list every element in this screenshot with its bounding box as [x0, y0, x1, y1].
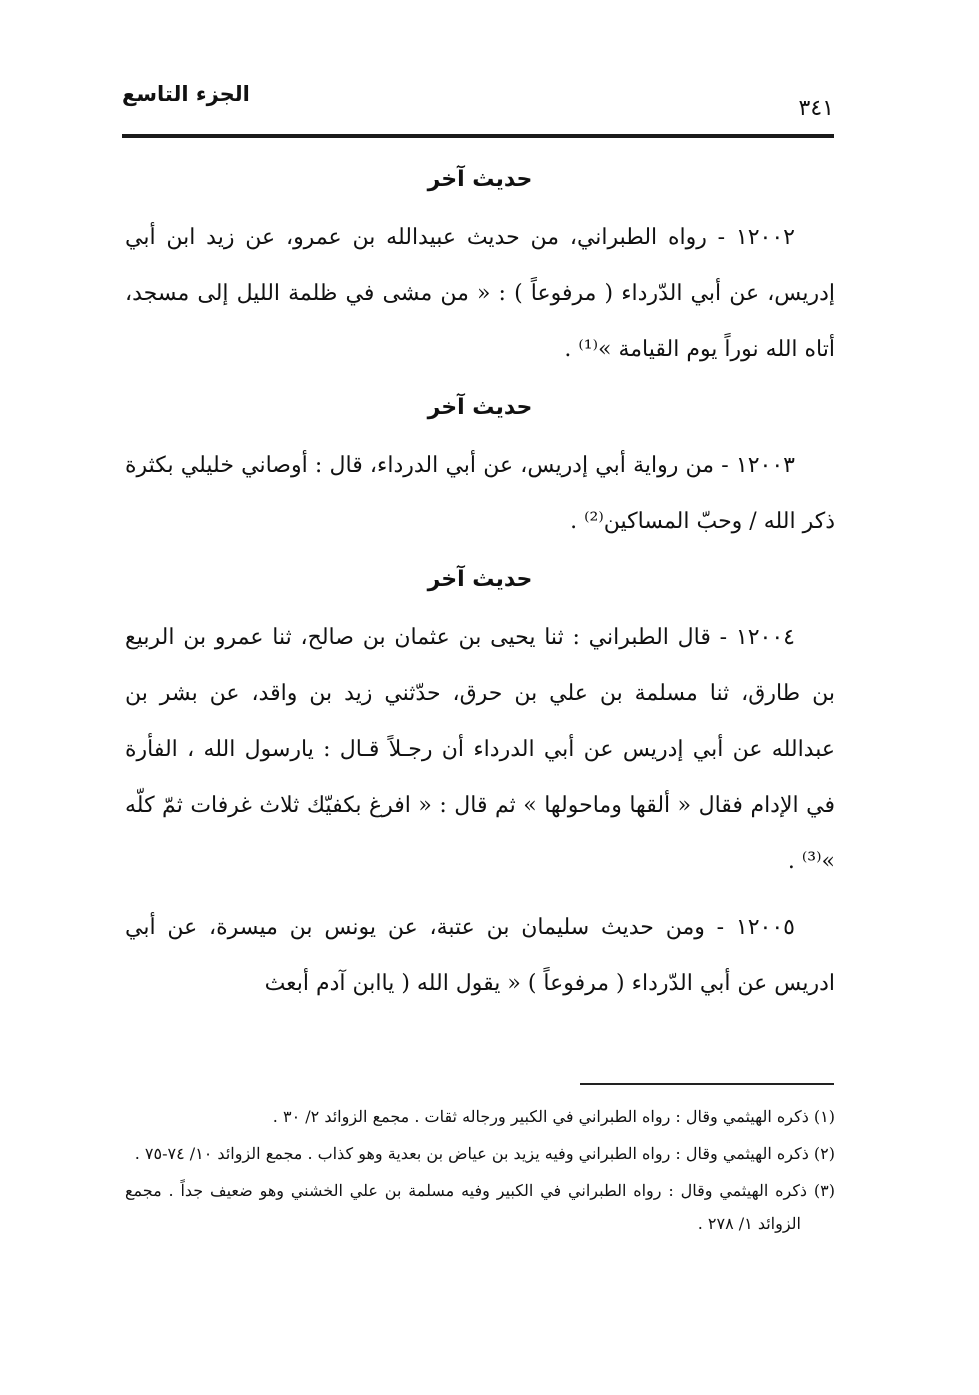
- hadith-12004: ١٢٠٠٤ - قال الطبراني : ثنا يحيى بن عثمان بن صالح، ثنا عمرو بن الربيع بن طارق، ثنا مسلمة بن علي بن حرق، حدّثني زيد بن واقد، عن بشر بن عبدالله عن أبي إدريس عن أبي الدرداء أن رجـلاً قـال : يارسول الله ، الفأرة في الإدام فقال « ألقها وماحولها » ثم قال : « افرغ بكفيّك ثلاث غرفات ثمّ كلّه »⁽³⁾ .: [125, 625, 835, 874]
- footnote-3: (٣) ذكره الهيثمي وقال : رواه الطبراني في الكبير وفيه مسلمة بن علي الخشني وهو ضعيف جداً . مجمع الزوائد ١/ ٢٧٨ .: [125, 1181, 835, 1233]
- paragraph-spacer: [125, 890, 835, 900]
- footnote-2: (٢) ذكره الهيثمي وقال : رواه الطبراني وفيه يزيد بن عياض بن بعدية وهو كذاب . مجمع الزوائد ١٠/ ٧٤-٧٥ .: [134, 1144, 835, 1163]
- footnotes: [125, 1100, 835, 1244]
- hadith-12002: ١٢٠٠٢ - رواه الطبراني، من حديث عبيدالله بن عمرو، عن زيد ابن أبي إدريس، عن أبي الدّرداء ( مرفوعاً ) : « من مشى في ظلمة الليل إلى مسجد، أتاه الله نوراً يوم القيامة »⁽¹⁾ .: [125, 225, 835, 362]
- section-heading: حديث آخر: [427, 167, 533, 192]
- section-heading: حديث آخر: [427, 395, 533, 420]
- part-title: الجزء التاسع: [122, 82, 250, 106]
- hadith-12003: ١٢٠٠٣ - من رواية أبي إدريس، عن أبي الدرداء، قال : أوصاني خليلي بكثرة ذكر الله / وحبّ المساكين⁽²⁾ .: [125, 453, 835, 534]
- section-heading: حديث آخر: [427, 567, 533, 592]
- footnote-1: (١) ذكره الهيثمي وقال : رواه الطبراني في الكبير ورجاله ثقات . مجمع الزوائد ٢/ ٣٠ .: [272, 1107, 835, 1126]
- footnote-divider: [580, 1083, 834, 1085]
- main-text: [125, 150, 835, 1012]
- hadith-12005: ١٢٠٠٥ - ومن حديث سليمان بن عتبة، عن يونس بن ميسرة، عن أبي ادريس عن أبي الدّرداء ( مرفوعاً ) « يقول الله ( ياابن آدم أبعث: [125, 915, 835, 996]
- page-number: ٣٤١: [798, 96, 834, 121]
- header-divider: [122, 134, 834, 138]
- running-header: [122, 82, 834, 130]
